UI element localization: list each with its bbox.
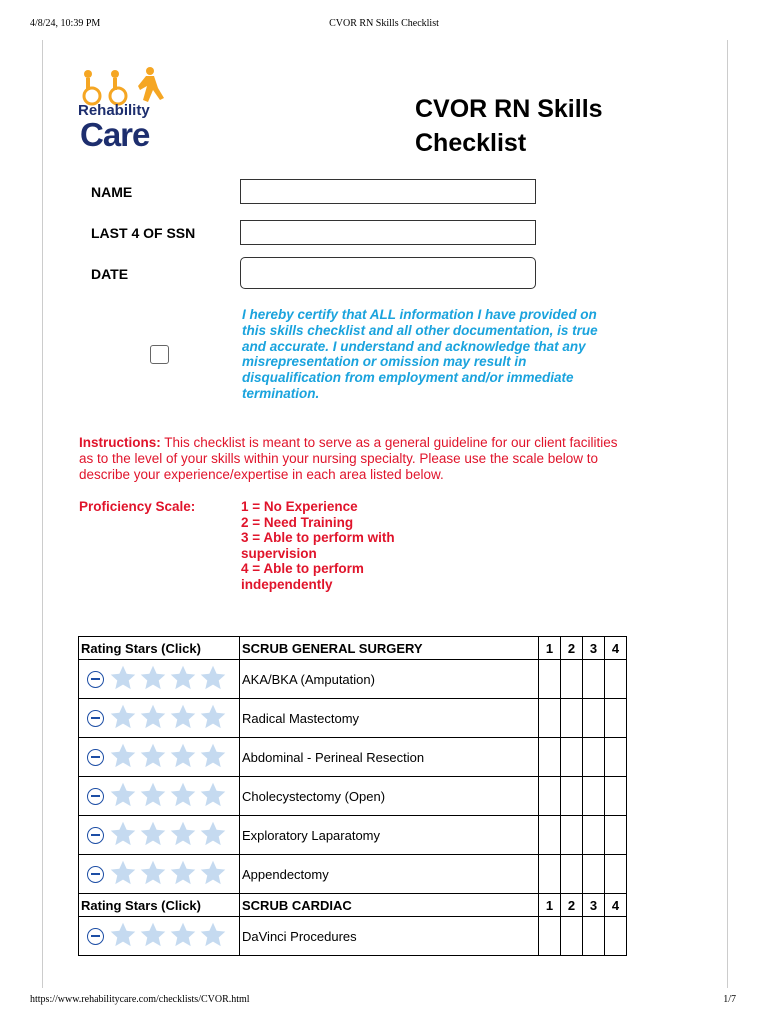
level-header-2: 2 [561, 894, 583, 917]
table-row [79, 660, 627, 699]
section-title: SCRUB GENERAL SURGERY [240, 637, 539, 660]
level-cell-3[interactable] [583, 917, 605, 956]
rating-stars-cell [79, 738, 240, 777]
rating-stars-cell [79, 917, 240, 956]
clear-rating-icon[interactable] [87, 928, 104, 945]
level-cell-4[interactable] [605, 855, 627, 894]
rating-stars [81, 742, 237, 773]
rating-header: Rating Stars (Click) [79, 894, 240, 917]
rating-stars-cell [79, 777, 240, 816]
clear-rating-icon[interactable] [87, 788, 104, 805]
star-icon[interactable] [199, 820, 227, 851]
skill-name: Appendectomy [240, 855, 539, 894]
rating-stars [81, 781, 237, 812]
level-cell-2[interactable] [561, 699, 583, 738]
rating-stars [81, 921, 237, 952]
table-row [79, 699, 627, 738]
ssn-field[interactable] [240, 220, 536, 245]
rating-stars [81, 703, 237, 734]
level-cell-3[interactable] [583, 816, 605, 855]
scale-item: 1 = No Experience [241, 499, 358, 514]
star-icon[interactable] [139, 664, 167, 695]
instructions-text: This checklist is meant to serve as a general guideline for our client facilities as to the level of your skills within your nursing specialty. Please use the scale below to describe your experience/expertise in each area listed below. [79, 435, 618, 482]
star-icon[interactable] [109, 820, 137, 851]
level-cell-3[interactable] [583, 777, 605, 816]
level-cell-2[interactable] [561, 738, 583, 777]
level-cell-2[interactable] [561, 777, 583, 816]
star-icon[interactable] [169, 820, 197, 851]
ssn-label: LAST 4 OF SSN [91, 225, 196, 241]
print-datetime: 4/8/24, 10:39 PM [30, 18, 101, 29]
level-cell-3[interactable] [583, 738, 605, 777]
star-icon[interactable] [139, 742, 167, 773]
print-page-number: 1/7 [723, 994, 736, 1005]
table-row [79, 917, 627, 956]
level-cell-4[interactable] [605, 699, 627, 738]
level-cell-2[interactable] [561, 660, 583, 699]
level-cell-1[interactable] [539, 777, 561, 816]
star-icon[interactable] [109, 921, 137, 952]
level-cell-4[interactable] [605, 738, 627, 777]
star-icon[interactable] [199, 742, 227, 773]
level-header-1: 1 [539, 637, 561, 660]
print-title: CVOR RN Skills Checklist [329, 18, 439, 29]
star-icon[interactable] [199, 664, 227, 695]
star-icon[interactable] [169, 859, 197, 890]
rating-stars-cell [79, 660, 240, 699]
star-icon[interactable] [109, 742, 137, 773]
scale-item: 2 = Need Training [241, 514, 354, 530]
proficiency-scale-list [241, 499, 421, 593]
level-cell-1[interactable] [539, 738, 561, 777]
level-cell-4[interactable] [605, 777, 627, 816]
date-label: DATE [91, 266, 129, 282]
star-icon[interactable] [109, 703, 137, 734]
level-header-1: 1 [539, 894, 561, 917]
star-icon[interactable] [169, 703, 197, 734]
rating-stars-cell [79, 699, 240, 738]
level-header-3: 3 [583, 637, 605, 660]
skill-name: Radical Mastectomy [240, 699, 539, 738]
level-header-3: 3 [583, 894, 605, 917]
instructions [79, 435, 619, 483]
skill-name: Cholecystectomy (Open) [240, 777, 539, 816]
level-cell-3[interactable] [583, 855, 605, 894]
rating-stars [81, 820, 237, 851]
skill-name: Exploratory Laparatomy [240, 816, 539, 855]
level-cell-2[interactable] [561, 816, 583, 855]
name-field[interactable] [240, 179, 536, 204]
level-header-4: 4 [605, 637, 627, 660]
star-icon[interactable] [199, 859, 227, 890]
certification-checkbox[interactable] [150, 345, 169, 364]
section-header-row [79, 637, 627, 660]
level-cell-3[interactable] [583, 660, 605, 699]
logo-word-care: Care [80, 116, 150, 153]
star-icon[interactable] [199, 781, 227, 812]
clear-rating-icon[interactable] [87, 827, 104, 844]
level-cell-1[interactable] [539, 660, 561, 699]
star-icon[interactable] [109, 664, 137, 695]
clear-rating-icon[interactable] [87, 710, 104, 727]
clear-rating-icon[interactable] [87, 749, 104, 766]
star-icon[interactable] [199, 921, 227, 952]
rating-stars [81, 664, 237, 695]
star-icon[interactable] [169, 781, 197, 812]
star-icon[interactable] [139, 781, 167, 812]
skill-name: Abdominal - Perineal Resection [240, 738, 539, 777]
level-header-2: 2 [561, 637, 583, 660]
level-cell-1[interactable] [539, 917, 561, 956]
star-icon[interactable] [139, 703, 167, 734]
level-cell-2[interactable] [561, 855, 583, 894]
level-cell-3[interactable] [583, 699, 605, 738]
table-row [79, 816, 627, 855]
certification-text: I hereby certify that ALL information I have provided on this skills checklist and all other documentation, is true and accurate. I understand and acknowledge that any misrepresentation or omission may result in disqualification from employment and/or immediate termination. [242, 307, 598, 401]
table-row [79, 777, 627, 816]
level-cell-1[interactable] [539, 816, 561, 855]
star-icon[interactable] [199, 703, 227, 734]
star-icon[interactable] [139, 859, 167, 890]
level-cell-1[interactable] [539, 855, 561, 894]
table-row [79, 738, 627, 777]
scale-item: 3 = Able to perform with supervision [241, 530, 395, 561]
skills-table [78, 636, 627, 956]
company-logo [78, 66, 168, 156]
rating-header: Rating Stars (Click) [79, 637, 240, 660]
instructions-label: Instructions: [79, 435, 161, 450]
table-row [79, 855, 627, 894]
level-cell-4[interactable] [605, 917, 627, 956]
level-cell-4[interactable] [605, 660, 627, 699]
skill-name: DaVinci Procedures [240, 917, 539, 956]
scale-item: 4 = Able to perform independently [241, 561, 364, 592]
level-cell-4[interactable] [605, 816, 627, 855]
star-icon[interactable] [169, 921, 197, 952]
rating-stars-cell [79, 816, 240, 855]
print-url: https://www.rehabilitycare.com/checklists/CVOR.html [30, 994, 250, 1005]
star-icon[interactable] [169, 664, 197, 695]
clear-rating-icon[interactable] [87, 671, 104, 688]
rating-stars [81, 859, 237, 890]
clear-rating-icon[interactable] [87, 866, 104, 883]
star-icon[interactable] [169, 742, 197, 773]
level-cell-2[interactable] [561, 917, 583, 956]
star-icon[interactable] [139, 820, 167, 851]
wheelchair-walker-runner-logo-icon [78, 66, 168, 106]
star-icon[interactable] [139, 921, 167, 952]
star-icon[interactable] [109, 859, 137, 890]
rating-stars-cell [79, 855, 240, 894]
section-header-row [79, 894, 627, 917]
page-title: CVOR RN Skills Checklist [415, 95, 603, 157]
level-cell-1[interactable] [539, 699, 561, 738]
name-label: NAME [91, 184, 133, 200]
section-title: SCRUB CARDIAC [240, 894, 539, 917]
date-field[interactable] [240, 257, 536, 289]
proficiency-scale-label: Proficiency Scale: [79, 499, 196, 514]
logo-word-rehability: Rehability [78, 102, 150, 119]
star-icon[interactable] [109, 781, 137, 812]
level-header-4: 4 [605, 894, 627, 917]
skill-name: AKA/BKA (Amputation) [240, 660, 539, 699]
